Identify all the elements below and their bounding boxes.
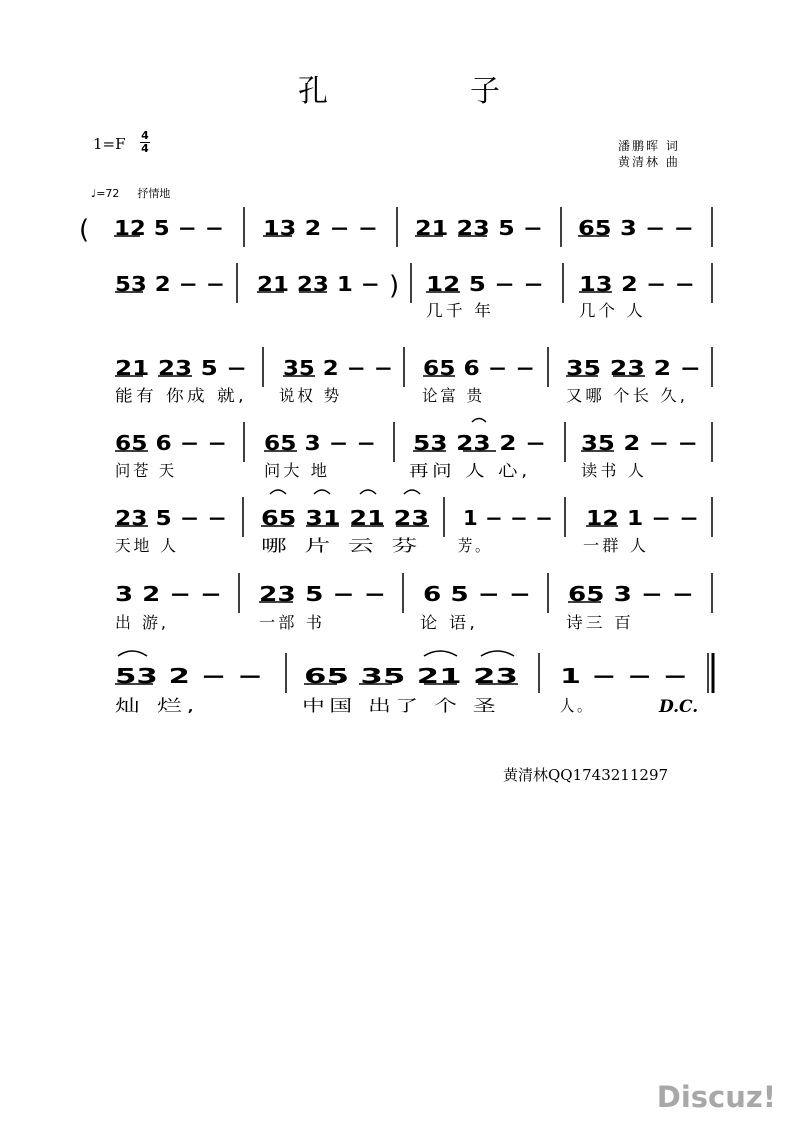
lyric-line: 几千 年 <box>426 301 494 320</box>
lyric-line: 出 游, <box>115 613 169 632</box>
measure-notes: 23 5 − − <box>115 506 227 530</box>
slur <box>314 490 330 494</box>
lyric-line: 读书 人 <box>581 461 647 480</box>
measure-notes: 6 5 − − <box>423 582 531 606</box>
composer-credit: 黄清林 曲 <box>618 155 680 169</box>
open-paren: ( <box>79 215 90 245</box>
measure-notes: 3 2 − − <box>115 582 222 606</box>
lyric-line: 灿 烂, <box>115 696 199 715</box>
measure-notes: 65 6 − − <box>423 356 535 380</box>
lyric-line: 论富 贵 <box>422 386 485 405</box>
lyric-line: 几个 人 <box>579 301 646 320</box>
measure-notes: 65 3 − − <box>264 431 376 455</box>
measure-notes: 65 31 21 23 <box>261 506 429 530</box>
measure-notes: 21 23 5 − <box>415 216 543 240</box>
lyric-line: 问苍 天 <box>115 461 177 480</box>
time-signature-top: 4 <box>141 129 149 142</box>
measure-notes: 12 1 − − <box>586 506 699 530</box>
lyric-line: 芳。 <box>458 536 492 555</box>
slur <box>118 651 147 656</box>
lyric-line: 哪 片 云 芬 <box>261 536 422 555</box>
measure-notes: 65 3 − − <box>578 216 694 240</box>
measure-notes: 1 − − − <box>463 506 553 530</box>
da-capo-mark: D.C. <box>659 697 699 717</box>
measure-notes: 23 5 − − <box>259 582 386 606</box>
lyric-line: 一部 书 <box>259 613 325 632</box>
tempo-mark: ♩=72 <box>91 187 120 200</box>
close-paren: ) <box>389 271 400 301</box>
expression-mark: 抒情地 <box>137 187 171 200</box>
lyric-line: 说权 势 <box>279 386 342 405</box>
lyricist-credit: 潘鹏晖 词 <box>618 139 680 153</box>
measure-notes: 13 2 − − <box>263 216 378 240</box>
slur <box>424 651 457 656</box>
measure-notes: 35 2 − − <box>581 431 698 455</box>
measure-notes: 53 2 − − <box>115 272 225 296</box>
measure-notes: 21 23 5 − <box>115 356 247 380</box>
measure-notes: 65 6 − − <box>115 431 227 455</box>
measure-notes: 65 3 − − <box>568 582 694 606</box>
slur <box>404 490 420 494</box>
watermark-logo: Discuz! <box>656 1080 776 1114</box>
lyric-line: 中国 出了 个 圣 <box>302 696 500 715</box>
measure-notes: 12 5 − − <box>426 272 544 296</box>
title-char-1: 孔 <box>298 74 328 109</box>
title-char-2: 子 <box>470 74 500 109</box>
measure-notes: 12 5 − − <box>114 216 224 240</box>
lyric-line: 又哪 个长 久, <box>566 386 688 405</box>
measure-notes: 53 23 2 − <box>413 431 546 455</box>
measure-notes: 53 2 − − <box>115 664 263 688</box>
author-signature: 黄清林QQ1743211297 <box>503 766 669 784</box>
lyric-line: 一群 人 <box>583 536 649 555</box>
measure-notes: 1 − − − <box>560 664 688 688</box>
measure-notes: 21 23 1 − <box>257 272 380 296</box>
slur <box>481 651 514 656</box>
lyric-line: 再问 人 心, <box>409 461 531 480</box>
lyric-line: 天地 人 <box>115 536 179 555</box>
measure-notes: 13 2 − − <box>579 272 695 296</box>
lyric-line: 诗三 百 <box>566 613 634 632</box>
lyric-line: 问大 地 <box>264 461 330 480</box>
measure-notes: 35 2 − − <box>283 356 393 380</box>
time-signature-bottom: 4 <box>141 142 149 155</box>
key-signature: 1=F <box>93 135 126 153</box>
lyric-line: 人。 <box>560 696 594 715</box>
slur <box>360 490 376 494</box>
slur <box>472 419 486 423</box>
lyric-line: 能有 你成 就, <box>115 386 247 405</box>
slur <box>270 490 286 494</box>
lyric-line: 论 语, <box>420 613 478 632</box>
measure-notes: 35 23 2 − <box>566 356 701 380</box>
measure-notes: 65 35 21 23 <box>304 664 518 688</box>
